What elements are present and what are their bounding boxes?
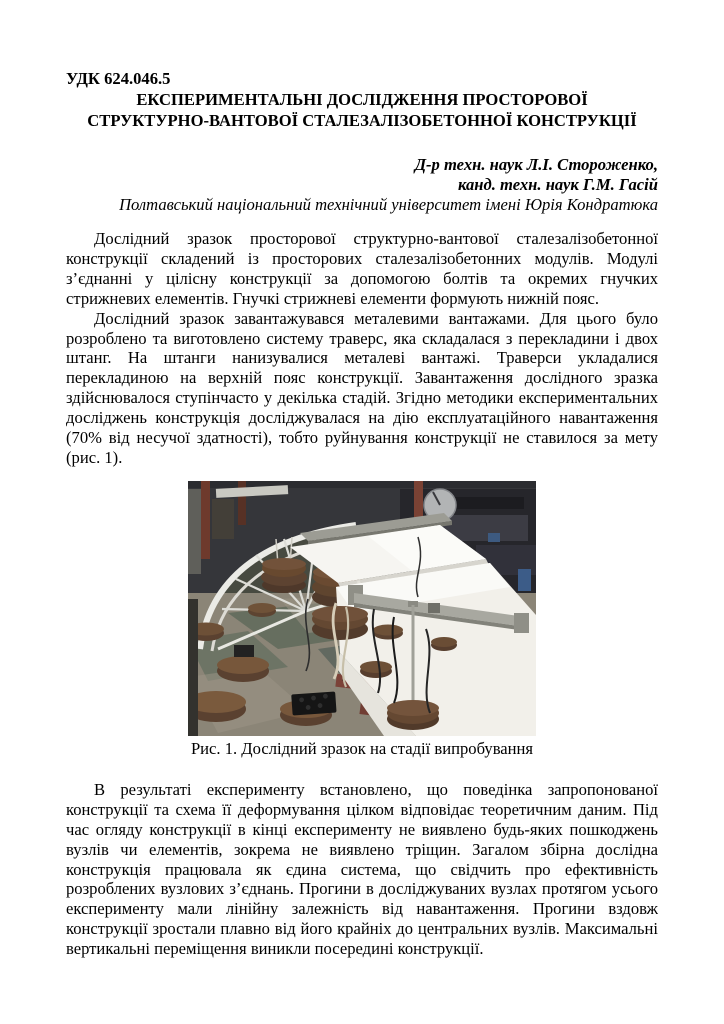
figure1-caption: Рис. 1. Дослідний зразок на стадії випробування xyxy=(190,738,534,758)
affiliation: Полтавський національний технічний університет імені Юрія Кондратюка xyxy=(119,195,658,214)
author-1: Д-р техн. наук Л.І. Стороженко, xyxy=(414,155,658,174)
paragraph-1: Дослідний зразок просторової структурно-вантової сталезалізобетонної конструкції складений із просторових сталезалізобетонних модулів. Модулі з’єднанні у цілісну конструкції за допомогою болтів та окремих гнучких стрижневих елементів. Гнучкі стрижневі елементи формують нижній пояс. xyxy=(66,229,658,308)
document-content xyxy=(66,68,658,959)
figure1-photo xyxy=(188,481,536,736)
title-line-2: СТРУКТУРНО-ВАНТОВОЇ СТАЛЕЗАЛІЗОБЕТОННОЇ КОНСТРУКЦІЇ xyxy=(87,111,637,130)
udc-number: УДК 624.046.5 xyxy=(66,69,171,88)
paragraph-3: В результаті експерименту встановлено, що поведінка запропонованої конструкції та схема її деформування цілком відповідає теоретичним даним. Під час огляду конструкції в кінці експерименту не виявлено будь-яких пошкоджень вузлів чи елементів, зокрема не виявлено тріщин. Загалом збірна дослідна конструкція працювала як єдина система, що свідчить про ефективність розроблених вузлових з’єднань. Прогини в досліджуваних вузлах протягом усього експерименту мали лінійну залежність від навантаження. Прогини вздовж конструкції зростали плавно від його крайніх до центральних вузлів. Максимальні вертикальні переміщення виникли посередині конструкції. xyxy=(66,779,658,959)
authors-block xyxy=(66,155,658,195)
paragraph-2: Дослідний зразок завантажувався металевими вантажами. Для цього було розроблено та виготовлено систему траверс, яка складалася з перекладини і двох штанг. На штанги нанизувалися металеві вантажі. Траверси укладалися перекладиною на верхній пояс конструкції. Завантаження дослідного зразка здійснювалося ступінчасто у декілька стадій. Згідно методики експериментальних досліджень конструкція досліджувалася на дію експлуатаційного навантаження (70% від несучої здатності), тобто руйнування конструкції не ставилося за мету (рис. 1). xyxy=(66,308,658,467)
lab-test-photo-illustration xyxy=(188,481,536,736)
figure-1 xyxy=(188,481,536,759)
title-line-1: ЕКСПЕРИМЕНТАЛЬНІ ДОСЛІДЖЕННЯ ПРОСТОРОВОЇ xyxy=(136,90,588,109)
article-title xyxy=(66,89,658,131)
author-2: канд. техн. наук Г.М. Гасій xyxy=(458,175,658,194)
